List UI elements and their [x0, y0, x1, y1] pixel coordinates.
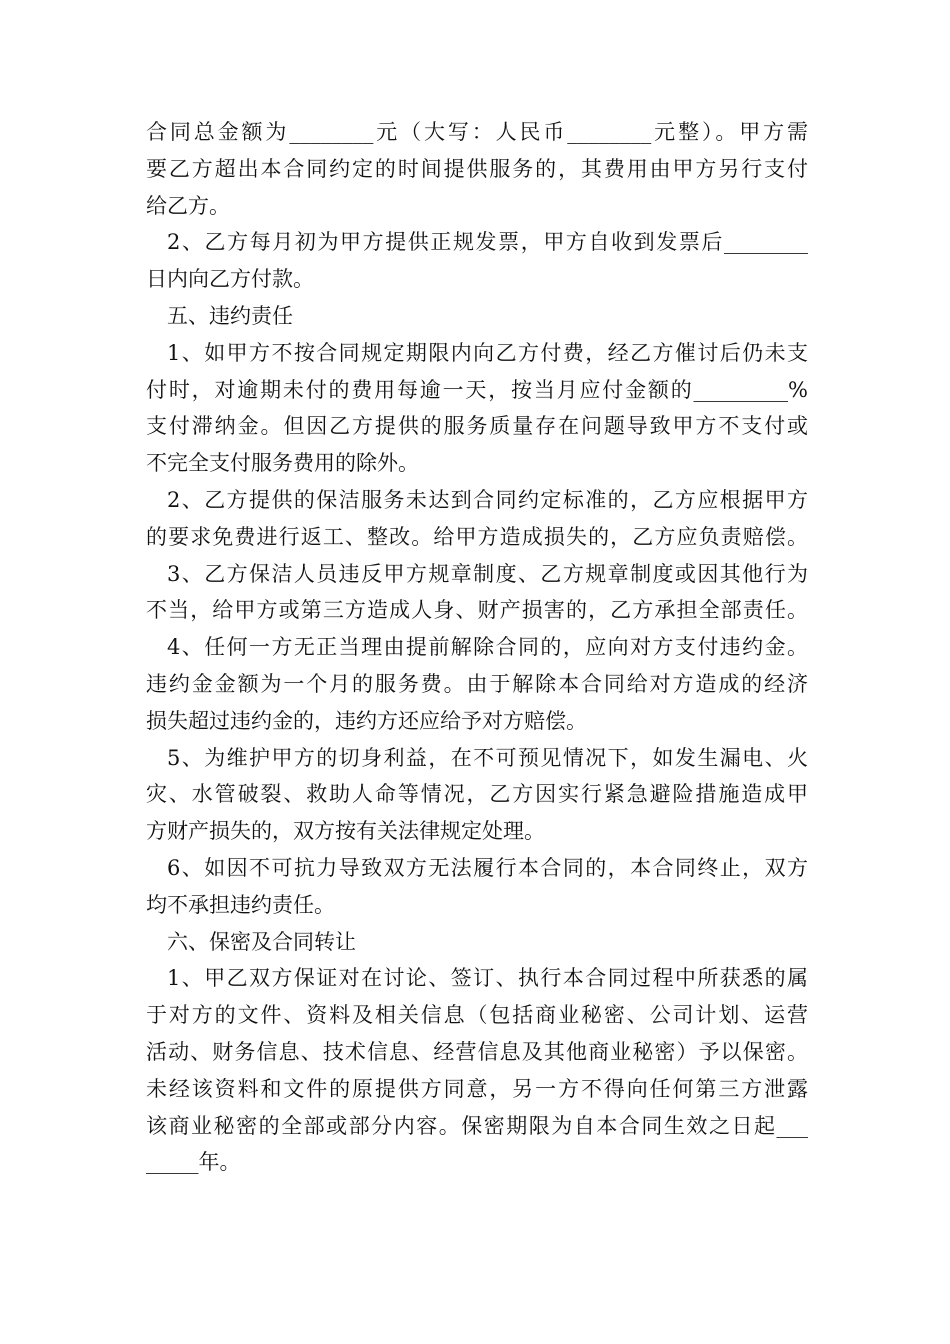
clause-line: 3、乙方保洁人员违反甲方规章制度、乙方规章制度或因其他行为: [167, 561, 808, 586]
clause-line: 2、乙方每月初为甲方提供正规发票，甲方自收到发票后________: [167, 230, 808, 255]
text-line: 活动、财务信息、技术信息、经营信息及其他商业秘密）予以保密。: [146, 1039, 808, 1064]
text-line: _____年。: [146, 1150, 241, 1175]
text-line: 于对方的文件、资料及相关信息（包括商业秘密、公司计划、运营: [146, 1003, 808, 1028]
text-line: 该商业秘密的全部或部分内容。保密期限为自本合同生效之日起___: [146, 1113, 808, 1138]
text-line: 日内向乙方付款。: [146, 267, 314, 292]
text-line: 损失超过违约金的，违约方还应给予对方赔偿。: [146, 708, 587, 733]
text-line: 不完全支付服务费用的除外。: [146, 451, 419, 476]
text-line: 灾、水管破裂、救助人命等情况，乙方因实行紧急避险措施造成甲: [146, 782, 808, 807]
text-line: 不当，给甲方或第三方造成人身、财产损害的，乙方承担全部责任。: [146, 598, 808, 623]
section-heading: 五、违约责任: [167, 303, 293, 328]
clause-line: 6、如因不可抗力导致双方无法履行本合同的，本合同终止，双方: [167, 855, 808, 880]
clause-line: 4、任何一方无正当理由提前解除合同的，应向对方支付违约金。: [167, 635, 808, 660]
contract-text: [146, 114, 808, 1181]
text-line: 的要求免费进行返工、整改。给甲方造成损失的，乙方应负责赔偿。: [146, 524, 808, 549]
text-line: 合同总金额为________元（大写：人民币________元整）。甲方需: [146, 120, 808, 144]
text-line: 未经该资料和文件的原提供方同意，另一方不得向任何第三方泄露: [146, 1076, 808, 1101]
text-line: 支付滞纳金。但因乙方提供的服务质量存在问题导致甲方不支付或: [146, 414, 808, 439]
text-line: 给乙方。: [146, 193, 230, 218]
clause-line: 5、为维护甲方的切身利益，在不可预见情况下，如发生漏电、火: [167, 745, 808, 770]
text-line: 违约金金额为一个月的服务费。由于解除本合同给对方造成的经济: [146, 671, 808, 696]
section-heading: 六、保密及合同转让: [167, 929, 356, 954]
clause-line: 1、如甲方不按合同规定期限内向乙方付费，经乙方催讨后仍未支: [167, 340, 808, 365]
clause-line: 1、甲乙双方保证对在讨论、签订、执行本合同过程中所获悉的属: [167, 966, 808, 991]
text-line: 付时，对逾期未付的费用每逾一天，按当月应付金额的_________%: [146, 377, 808, 402]
clause-line: 2、乙方提供的保洁服务未达到合同约定标准的，乙方应根据甲方: [167, 487, 808, 512]
text-line: 均不承担违约责任。: [146, 892, 335, 917]
text-line: 要乙方超出本合同约定的时间提供服务的，其费用由甲方另行支付: [146, 156, 808, 181]
text-line: 方财产损失的，双方按有关法律规定处理。: [146, 819, 545, 844]
